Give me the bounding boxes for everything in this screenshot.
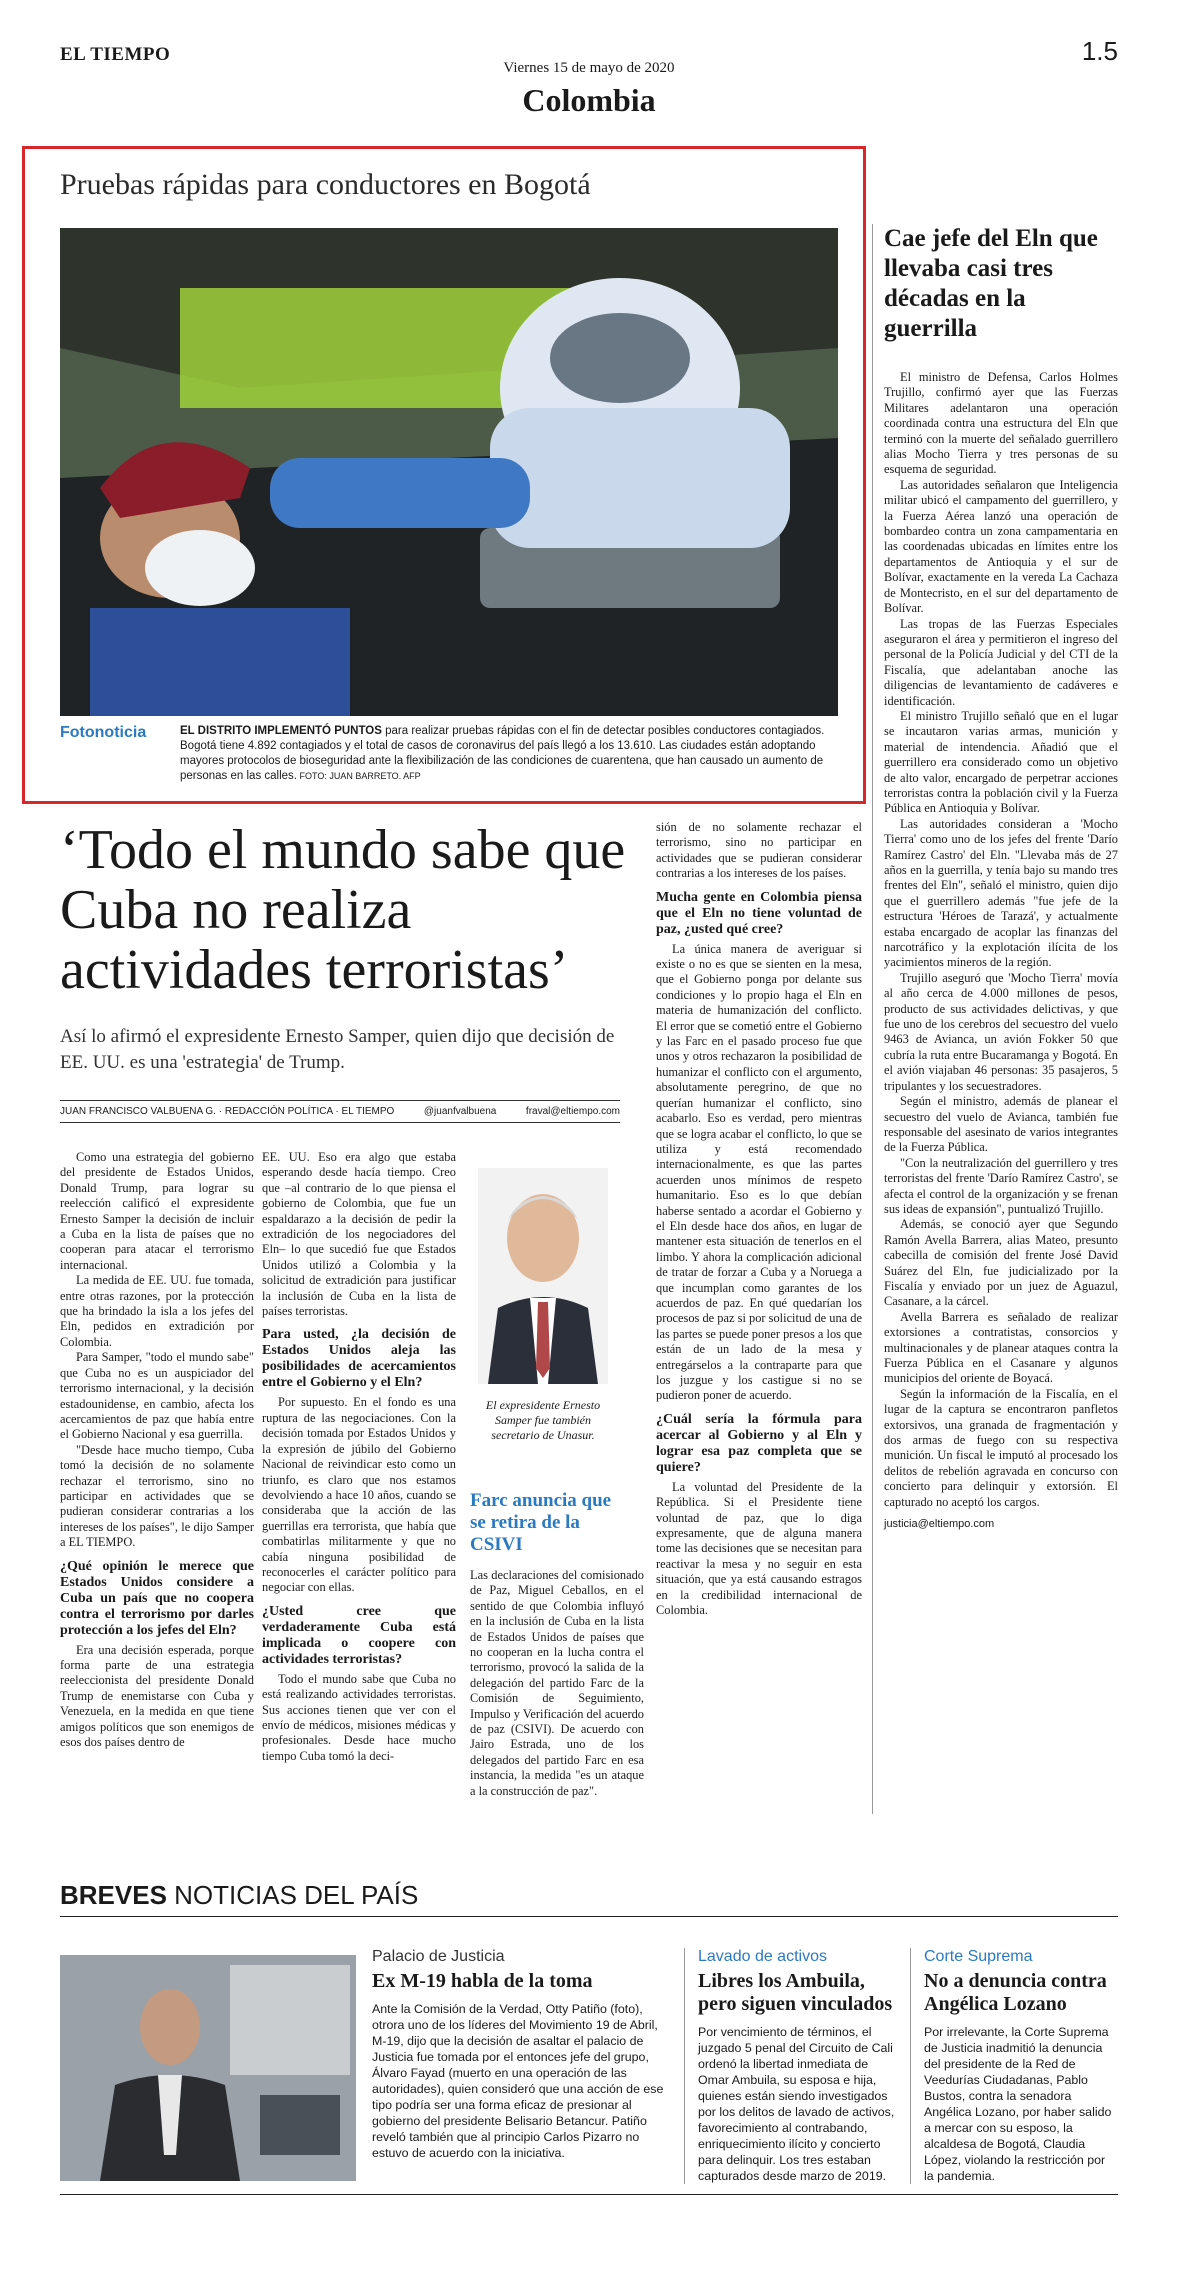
bottom-rule — [60, 2194, 1118, 2195]
brief-3-text: Por irrelevante, la Corte Suprema de Justicia inadmitió la denuncia del presidente de la Red de Veedurías Ciudadanas, Pablo Bustos, contra la senadora Angélica Lozano, por haber salido a mercar con su esposo, la alcaldesa de Bogotá, Claudia López, violando la restricción por la pandemia. — [924, 2025, 1112, 2183]
main-col-2: EE. UU. Eso era algo que estaba esperando desde hacía tiempo. Creo que –al contrario de lo que piensa el gobierno de Colombia, que fue un espaldarazo a la decisión de pedir la extradición de los negociadores del Eln– lo que sucedió fue que Estados Unidos utilizó a Colombia y la solicitud de extradición para justificar la inclusión de Cuba en la lista de países terroristas. Para usted, ¿la decisión de Estados Unidos aleja las posibilidades de acercamientos entre el Gobierno y el Eln? Por supuesto. En el fondo es una ruptura de las negociaciones. Con la decisión tomada por Estados Unidos y la expresión de júbilo del Gobierno Nacional de reivindicar esto como un triunfo, es claro que nos estamos devolviendo a hace 10 años, cuando se consideraba que la acción de las guerrillas era terrorista, que había que combatirlas militarmente y que no cabía ninguna posibilidad de reconocerles el carácter político para negociar con ellas. ¿Usted cree que verdaderamente Cuba está implicada o coopere con actividades terroristas? Todo el mundo sabe que Cuba no está realizando actividades terroristas. Sus acciones tienen que ver con el envío de médicos, misiones médicas y profesionales. Desde hace mucho tiempo Cuba tomó la deci- — [262, 1150, 456, 1763]
photo-caption: EL DISTRITO IMPLEMENTÓ PUNTOS para realizar pruebas rápidas con el fin de detectar posibles conductores contagiados. Bogotá tiene 4.892 contagiados y el total de casos de coronavirus del país llegó a los 13.610. Las ciudades están adoptando mayores protocolos de bioseguridad ante la flexibilización de las condiciones de cuarentena, que han causado un aumento de personas en las calles. FOTO: JUAN BARRETO. AFP — [180, 725, 825, 782]
question-1: ¿Qué opinión le merece que Estados Unidos considere a Cuba un país que no coopera contra el terrorismo por darles protección a los jefes del Eln? — [60, 1558, 254, 1638]
brief-3-title: No a denuncia contra Angélica Lozano — [924, 1970, 1107, 2015]
brief-1-kicker: Palacio de Justicia — [372, 1948, 505, 1965]
brief-2-kicker: Lavado de activos — [698, 1948, 827, 1965]
right-story-body: El ministro de Defensa, Carlos Holmes Trujillo, confirmó ayer que las Fuerzas Militares adelantaron una operación coordinada contra una estructura del Eln que terminó con la muerte del señalado guerrillero alias Mocho Tierra y tres personas de su esquema de seguridad. Las autoridades señalaron que Inteligencia militar ubicó el campamento del guerrillero, y la Fuerza Aérea lanzó una operación de bombardeo contra un zona campamentaria en las coordenadas ubicadas en límites entre los departamentos de Antioquia y el sur de Bolívar, exactamente en la vereda La Cachaza de Montecristo, en el sur del departamento de Bolívar. Las tropas de las Fuerzas Especiales aseguraron el área y permitieron el ingreso del personal de la Policía Judicial y del CTI de la Fiscalía, que adelantaban anoche las diligencias de levantamiento de cadáveres e identificación. El ministro Trujillo señaló que en el lugar se incautaron varias armas, munición y material de intendencia. Añadió que el guerrillero era considerado como un objetivo de alto valor, encargado de perpetrar acciones terroristas contra la población civil y la Fuerza Pública en Antioquia y Bolívar. Las autoridades consideran a 'Mocho Tierra' como uno de los jefes del frente 'Darío Ramírez Castro' del Eln. "Llevaba más de 27 años en la guerrilla, y tenía bajo su mando tres frentes del Eln", señaló el ministro, quien dijo que el guerrillero además "fue jefe de la estructura 'Héroes de Tarazá', y actualmente estaba encargado de acoplar las finanzas del narcotráfico y la explotación ilícita de los yacimientos mineros de la región. Trujillo aseguró que 'Mocho Tierra' movía al año cerca de 4.000 millones de pesos, producto de sus actividades delictivas, y que fue uno de los cerebros del secuestro del vuelo 9463 de Avianca, un avión Fokker 50 que cubría la ruta entre Bucaramanga y Bogotá. En el avión viajaban 46 personas: 35 pasajeros, 5 tripulantes y los secuestradores. Según el ministro, además de planear el secuestro del vuelo de Avianca, también fue responsable del asesinato de varios integrantes de la Fuerza Pública. "Con la neutralización del guerrillero y tres terroristas del frente 'Darío Ramírez Castro', se afecta el control de la organización y se frenan sus ideas de expansión", puntualizó Trujillo. Además, se conoció ayer que Segundo Ramón Avella Barrera, alias Mateo, presunto cabecilla de comisión del frente José David Suárez del Eln, fue judicializado por la Fiscalía y enviado por un juez de Aguazul, Casanare, a la cárcel. Avella Barrera es señalado de realizar extorsiones a contratistas, consorcios y multinacionales y de planear ataques contra la Fuerza Pública en el Casanare y algunos municipios del oriente de Boyacá. Según la información de la Fiscalía, en el lugar de la captura se encontraron panfletos extorsivos, una granada de fragmentación y dos armas de fuego con su respectiva munición. Un fiscal le imputó al procesado los delitos de rebelión agravada en concurso con concierto para delinquir y extorsión. El capturado no aceptó los cargos. — [884, 370, 1118, 1509]
brief-2-text: Por vencimiento de términos, el juzgado 5 penal del Circuito de Cali ordenó la libertad inmediata de Omar Ambuila, su esposa e hija, quienes están siendo investigados por los delitos de lavado de activos, favorecimiento al contrabando, enriquecimiento ilícito y concierto para delinquir. Los tres estaban capturados desde marzo de 2019. — [698, 2025, 895, 2183]
photo-otty-patino — [60, 1955, 356, 2181]
brief-divider — [684, 1948, 685, 2184]
section-title: Colombia — [522, 82, 656, 118]
masthead-brand: EL TIEMPO — [60, 44, 171, 65]
main-col-3: Las declaraciones del comisionado de Paz, Miguel Ceballos, en el sentido de que Colombia influyó en la inclusión de Cuba en la lista de Estados Unidos de países que no cooperan en la lucha contra el terrorismo, provocó la salida de la delegación del partido Farc de la Comisión de Seguimiento, Impulso y Verificación del acuerdo de paz (CSIVI). De acuerdo con Jairo Estrada, uno de los delegados del partido Farc en esa instancia, la medida "es un ataque a la construcción de paz". — [470, 1568, 644, 1798]
question-3: ¿Usted cree que verdaderamente Cuba está implicada o coopere con actividades terroristas? — [262, 1603, 456, 1667]
brief-1-text: Ante la Comisión de la Verdad, Otty Patiño (foto), otrora uno de los líderes del Movimiento 19 de Abril, M-19, dijo que la decisión de asaltar el palacio de Justicia fue tomada por el entonces jefe del grupo, Álvaro Fayad (muerto en una operación de las autoridades), quien consideró que una acción de ese tipo podría ser una forma eficaz de presionar al gobierno del presidente Belisario Betancur. Patiño reveló también que al principio Carlos Pizarro no estuvo de acuerdo con la iniciativa. — [372, 2002, 664, 2160]
byline — [60, 1100, 620, 1123]
breves-title: BREVES NOTICIAS DEL PAÍS — [60, 1880, 419, 1910]
brief-2 — [698, 1948, 898, 2184]
question-4: Mucha gente en Colombia piensa que el Eln no tiene voluntad de paz, ¿usted qué cree? — [656, 889, 862, 937]
issue-date: Viernes 15 de mayo de 2020 — [503, 60, 675, 76]
right-story-email[interactable]: justicia@eltiempo.com — [884, 1518, 995, 1531]
brief-1 — [372, 1948, 672, 2161]
question-2: Para usted, ¿la decisión de Estados Unidos aleja las posibilidades de acercamientos entre el Gobierno y el Eln? — [262, 1327, 456, 1391]
brief-3-kicker: Corte Suprema — [924, 1948, 1033, 1965]
brief-divider — [910, 1948, 911, 2184]
photo-label: Fotonoticia — [60, 724, 147, 741]
sub-head-farc: Farc anuncia que se retira de la CSIVI — [470, 1490, 612, 1555]
right-story-title: Cae jefe del Eln que llevaba casi tres décadas en la guerrilla — [884, 225, 1098, 342]
main-headline: ‘Todo el mundo sabe que Cuba no realiza actividades terroristas’ — [60, 819, 626, 1001]
portrait-caption: El expresidente Ernesto Samper fue también secretario de Unasur. — [485, 1398, 601, 1442]
question-5: ¿Cuál sería la fórmula para acercar al Gobierno y al Eln y lograr esa paz completa que se quiere? — [656, 1411, 862, 1475]
brief-1-title: Ex M-19 habla de la toma — [372, 1970, 593, 1992]
main-col-1: Como una estrategia del gobierno del presidente de Estados Unidos, Donald Trump, para lograr su reelección calificó el expresidente Ernesto Samper la decisión de incluir a Cuba en la lista de países que no cooperan para atacar el terrorismo internacional. La medida de EE. UU. fue tomada, entre otras razones, por la protección que ha brindado la isla a los jefes del Eln, pedidos en extradición por Colombia. Para Samper, "todo el mundo sabe" que Cuba no es un auspiciador del terrorismo internacional, y la decisión estadounidense, en cambio, afecta los acercamientos de paz que había entre el Gobierno Nacional y esa guerrilla. "Desde hace mucho tiempo, Cuba tomó la decisión de no solamente rechazar el terrorismo, sino no participar en actividades que se pudieran considerar contrarias a los intereses de los países", le dijo Samper a EL TIEMPO. ¿Qué opinión le merece que Estados Unidos considere a Cuba un país que no coopera contra el terrorismo por darles protección a los jefes del Eln? Era una decisión esperada, porque forma parte de una estrategia reeleccionista del presidente Donald Trump de enemistarse con Cuba y Venezuela, en la medida en que tiene amigos políticos que son enemigos de esos dos países dentro de — [60, 1150, 254, 1749]
byline-email[interactable]: fraval@eltiempo.com — [525, 1106, 620, 1117]
right-story — [884, 224, 1118, 1530]
page-number: 1.5 — [1081, 36, 1118, 66]
byline-author: JUAN FRANCISCO VALBUENA G. · REDACCIÓN POLÍTICA · EL TIEMPO — [60, 1106, 395, 1117]
brief-3 — [924, 1948, 1118, 2184]
breves-rule — [60, 1916, 1118, 1917]
byline-twitter[interactable]: @juanfvalbuena — [423, 1106, 497, 1117]
photo-testing-driver — [60, 228, 838, 716]
photo-credit: FOTO: JUAN BARRETO. AFP — [296, 771, 421, 781]
photo-story-headline: Pruebas rápidas para conductores en Bogotá — [60, 168, 591, 201]
brief-2-title: Libres los Ambuila, pero siguen vinculados — [698, 1970, 893, 2015]
portrait-samper — [478, 1168, 608, 1384]
main-deck: Así lo afirmó el expresidente Ernesto Samper, quien dijo que decisión de EE. UU. es una 'estrategia' de Trump. — [60, 1026, 615, 1073]
column-rule — [872, 224, 873, 1814]
main-col-4: sión de no solamente rechazar el terrorismo, sino no participar en actividades que se pudieran considerar contrarias a los intereses de los países. Mucha gente en Colombia piensa que el Eln no tiene voluntad de paz, ¿usted qué cree? La única manera de averiguar si existe o no es que se sienten en la mesa, que el Gobierno ponga por delante sus condiciones y lo propio haga el Eln en materia de humanización del conflicto. El error que se cometió entre el Gobierno y las Farc en el pasado proceso fue que unos y otros rechazaron la posibilidad de humanizar el conflicto con el argumento, absolutamente peregrino, de que no querían humanizar el conflicto, sino acabarlo. Eso es verdad, pero mientras que se logra acabar el conflicto, lo que se utiliza y está recomendado internacionalmente, es que las partes acuerden unos mínimos de respeto humanitario. Eso es lo que debían haberse sentado a acordar el Gobierno y el Eln desde hace dos años, en lugar de mantener esta situación de tenerlos en el limbo. Y ahora la complicación adicional de tratar de forzar a Cuba y a Noruega a que incumplan como garantes de los acuerdos de paz. En qué quedarían los procesos de paz si por solicitud de una de las partes se puede poner presos a los que están de un lado de la mesa y entregárselos a la contraparte para que los juzgue y los castigue si no se pudieron poner de acuerdo. ¿Cuál sería la fórmula para acercar al Gobierno y al Eln y lograr esa paz completa que se quiere? La voluntad del Presidente de la República. Si el Presidente tiene voluntad de paz, que lo diga expresamente, que de alguna manera tome las decisiones que se necesitan para reactivar la mesa y no seguir en esta situación, que ya está causando estragos en la credibilidad internacional de Colombia. — [656, 820, 862, 1618]
